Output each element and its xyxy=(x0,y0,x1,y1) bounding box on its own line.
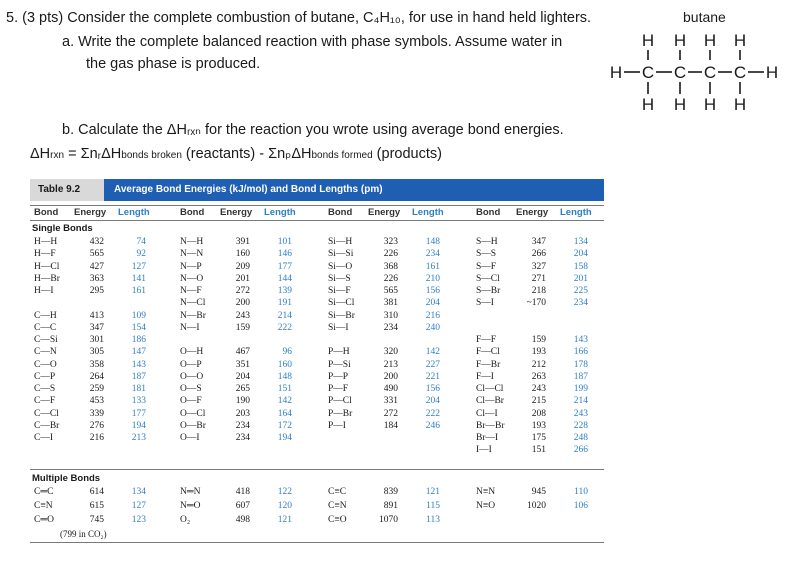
bond-length: 110 xyxy=(574,487,588,497)
bond-length: 177 xyxy=(277,261,292,272)
bond-name: Si—Si xyxy=(328,249,354,260)
bond-length: 122 xyxy=(277,487,292,497)
bond-energy: 200 xyxy=(383,371,398,382)
bond-energy: 498 xyxy=(235,515,250,525)
atom-c-2: C xyxy=(673,63,687,82)
bond-length: 243 xyxy=(573,408,588,419)
bond-energy: 347 xyxy=(531,237,546,247)
bond-length: 161 xyxy=(131,286,146,296)
bond-length: 134 xyxy=(573,237,588,247)
bond-name: P—Br xyxy=(328,408,353,419)
bond-length: 227 xyxy=(425,359,440,370)
bond-energy: 272 xyxy=(383,408,398,419)
bond-energy: 467 xyxy=(235,347,250,358)
bond-length: 113 xyxy=(426,515,440,525)
bond-energy-table xyxy=(30,175,604,545)
bond-energy: 413 xyxy=(89,310,104,321)
bond-length: 204 xyxy=(573,249,588,260)
bond-name: Si—Br xyxy=(328,310,355,321)
bond-energy: 201 xyxy=(235,273,250,284)
bond-energy: 1020 xyxy=(527,501,546,511)
bond-energy: 1070 xyxy=(379,515,398,525)
bond-name: H—H xyxy=(34,237,58,247)
atom-c-3: C xyxy=(703,63,717,82)
bond-length: 177 xyxy=(131,408,146,419)
bond-name: N—H xyxy=(180,237,204,247)
bond-name: N═N xyxy=(180,487,201,497)
bond-name: P—P xyxy=(328,371,349,382)
bond-name: F—F xyxy=(476,335,497,345)
bond-name: Cl—I xyxy=(476,408,498,419)
bond-energy: 151 xyxy=(531,445,546,456)
col-header-length: Length xyxy=(118,207,150,218)
bond-length: 204 xyxy=(425,298,440,309)
bond-length: 148 xyxy=(277,371,292,382)
bond-length: 201 xyxy=(573,273,588,284)
bond-name: S—S xyxy=(476,249,497,260)
table-bottom-rule xyxy=(30,542,604,543)
bond-name: H—F xyxy=(34,249,56,260)
bond-length: 74 xyxy=(136,237,146,247)
col-header-energy: Energy xyxy=(220,207,253,218)
bond-energy: 200 xyxy=(235,298,250,309)
col-header-length: Length xyxy=(560,207,592,218)
bond-length: 148 xyxy=(425,237,440,247)
atom-h-left: H xyxy=(609,63,623,82)
col-header-length: Length xyxy=(264,207,296,218)
bond-length: 166 xyxy=(573,347,588,358)
bond-length: 187 xyxy=(573,371,588,382)
col-header-energy: Energy xyxy=(368,207,401,218)
bond-name: C—C xyxy=(34,322,57,333)
bond-length: 221 xyxy=(425,371,440,382)
bond-length: 156 xyxy=(425,384,440,394)
bond-name: F—Cl xyxy=(476,347,500,358)
bond-energy: 351 xyxy=(235,359,250,370)
bond-energy: 418 xyxy=(235,487,250,497)
bond-energy: 243 xyxy=(531,384,546,394)
bond-length: 141 xyxy=(131,273,146,284)
bond-length: 143 xyxy=(131,359,146,370)
bond-length: 133 xyxy=(131,396,146,407)
bond-energy: 243 xyxy=(235,310,250,321)
bond-energy: 839 xyxy=(383,487,398,497)
formula-sum-formed: (reactants) - ΣnₚΔH xyxy=(181,146,312,162)
bond-name: S—Br xyxy=(476,286,501,296)
bond-energy: 259 xyxy=(89,384,104,394)
bond-length: 164 xyxy=(277,408,292,419)
table-header-bar xyxy=(30,179,604,201)
bond-name: C—I xyxy=(34,433,53,443)
bond-energy: 490 xyxy=(383,384,398,394)
bond-name: C—Si xyxy=(34,335,58,345)
bond-name: N—Cl xyxy=(180,298,206,309)
bond-length: 172 xyxy=(277,420,292,431)
bond-length: 120 xyxy=(277,501,292,511)
bond-name: N—N xyxy=(180,249,204,260)
bond-energy: 331 xyxy=(383,396,398,407)
bond-energy: 193 xyxy=(531,420,546,431)
bond-length: 115 xyxy=(426,501,440,511)
atom-h-bot-4: H xyxy=(733,95,747,114)
bond-name: O—H xyxy=(180,347,204,358)
formula-sub-formed: bonds formed xyxy=(311,150,373,161)
bond-energy: 614 xyxy=(89,487,104,497)
bond-length: 146 xyxy=(277,249,292,260)
bond-energy: 427 xyxy=(89,261,104,272)
bond-energy: 381 xyxy=(383,298,398,309)
bond-length: 127 xyxy=(131,261,146,272)
bond-name: Si—S xyxy=(328,273,351,284)
bond-name: N—P xyxy=(180,261,202,272)
bond-energy: 213 xyxy=(383,359,398,370)
atom-c-1: C xyxy=(641,63,655,82)
bond-energy: 295 xyxy=(89,286,104,296)
bond-energy: 184 xyxy=(383,420,398,431)
table-title: Average Bond Energies (kJ/mol) and Bond Lengths (pm) xyxy=(114,184,383,195)
butane-label: butane xyxy=(683,9,726,25)
bond-name: C—N xyxy=(34,347,57,358)
bond-name: O₂ xyxy=(180,515,191,525)
bond-name: Si—O xyxy=(328,261,353,272)
bond-name: O—O xyxy=(180,371,204,382)
bond-energy: 234 xyxy=(383,322,398,333)
bond-length: 144 xyxy=(277,273,292,284)
bond-energy: 234 xyxy=(235,433,250,443)
bond-energy: 216 xyxy=(89,433,104,443)
bond-energy: 215 xyxy=(531,396,546,407)
bond-energy: 266 xyxy=(531,249,546,260)
bond-energy: 204 xyxy=(235,371,250,382)
bond-length: 160 xyxy=(277,359,292,370)
atom-h-top-2: H xyxy=(673,31,687,50)
bond-length: 266 xyxy=(573,445,588,456)
bond-energy: 565 xyxy=(89,249,104,260)
bond-energy: 175 xyxy=(531,433,546,443)
bond-name: C—P xyxy=(34,371,56,382)
bond-energy: 565 xyxy=(383,286,398,296)
bond-name: C≡N xyxy=(34,501,53,511)
question-part-a-cont: the gas phase is produced. xyxy=(86,56,261,72)
bond-name: C≡O xyxy=(328,515,347,525)
bond-length: 194 xyxy=(131,420,146,431)
bond-length: 109 xyxy=(131,310,146,321)
bond-energy: 323 xyxy=(383,237,398,247)
bond-name: Si—F xyxy=(328,286,351,296)
table-tag: Table 9.2 xyxy=(30,179,104,201)
bond-length: 96 xyxy=(282,347,292,358)
bond-energy: 276 xyxy=(89,420,104,431)
bond-length: 121 xyxy=(277,515,292,525)
bond-length: 158 xyxy=(573,261,588,272)
co2-note: (799 in CO₂) xyxy=(60,529,107,539)
bond-energy: 327 xyxy=(531,261,546,272)
bond-length: 186 xyxy=(131,335,146,345)
bond-name: C═C xyxy=(34,487,54,497)
bond-energy: 203 xyxy=(235,408,250,419)
bond-name: P—H xyxy=(328,347,350,358)
bond-length: 156 xyxy=(425,286,440,296)
bond-energy: 368 xyxy=(383,261,398,272)
bond-name: Cl—Br xyxy=(476,396,504,407)
bond-energy: 263 xyxy=(531,371,546,382)
bond-name: P—Cl xyxy=(328,396,352,407)
bond-energy: ~170 xyxy=(526,298,546,309)
bond-name: Br—I xyxy=(476,433,499,443)
bond-energy: 160 xyxy=(235,249,250,260)
bond-length: 181 xyxy=(131,384,146,394)
bond-energy: 190 xyxy=(235,396,250,407)
bond-energy: 891 xyxy=(383,501,398,511)
bond-length: 222 xyxy=(425,408,440,419)
bond-name: O—F xyxy=(180,396,202,407)
bond-length: 134 xyxy=(131,487,146,497)
section-multiple-bonds: Multiple Bonds xyxy=(32,473,101,484)
col-header-length: Length xyxy=(412,207,444,218)
multiple-bonds-rule xyxy=(30,469,604,470)
bond-length: 147 xyxy=(131,347,146,358)
bond-energy: 363 xyxy=(89,273,104,284)
table-top-rule xyxy=(30,205,604,206)
formula-sum-broken: = ΣnᵣΔH xyxy=(68,146,122,162)
formula-lhs-sub: rxn xyxy=(50,150,65,161)
bond-energy: 193 xyxy=(531,347,546,358)
bond-name: O—S xyxy=(180,384,202,394)
bond-length: 92 xyxy=(136,249,146,260)
bond-length: 139 xyxy=(277,286,292,296)
bond-name: F—I xyxy=(476,371,494,382)
atom-h-bot-2: H xyxy=(673,95,687,114)
col-header-bond: Bond xyxy=(34,207,59,218)
bond-name: H—Br xyxy=(34,273,60,284)
bond-energy: 310 xyxy=(383,310,398,321)
butane-structure xyxy=(608,28,788,118)
bond-name: H—I xyxy=(34,286,54,296)
bond-energy: 209 xyxy=(235,261,250,272)
col-header-bond: Bond xyxy=(328,207,353,218)
bond-energy: 264 xyxy=(89,371,104,382)
bond-length: 142 xyxy=(277,396,292,407)
atom-c-4: C xyxy=(733,63,747,82)
bond-name: O—Br xyxy=(180,420,206,431)
bond-length: 246 xyxy=(425,420,440,431)
question-line-1: 5. (3 pts) Consider the complete combustion of butane, C₄H₁₀, for use in hand held lighters. xyxy=(6,10,592,26)
bond-length: 213 xyxy=(131,433,146,443)
bond-name: O—P xyxy=(180,359,202,370)
bond-energy: 159 xyxy=(235,322,250,333)
atom-h-top-4: H xyxy=(733,31,747,50)
bond-name: C≡C xyxy=(328,487,347,497)
bond-name: C—O xyxy=(34,359,57,370)
bond-length: 101 xyxy=(277,237,292,247)
atom-h-top-3: H xyxy=(703,31,717,50)
bond-energy: 945 xyxy=(531,487,546,497)
bond-energy: 347 xyxy=(89,322,104,333)
question-part-b: b. Calculate the ΔHᵣₓₙ for the reaction you wrote using average bond energies. xyxy=(62,122,564,138)
bond-name: O—I xyxy=(180,433,200,443)
bond-name: N≡O xyxy=(476,501,496,511)
bond-length: 204 xyxy=(425,396,440,407)
bond-name: O—Cl xyxy=(180,408,206,419)
bond-energy: 745 xyxy=(89,515,104,525)
bond-length: 121 xyxy=(425,487,440,497)
bond-energy: 301 xyxy=(89,335,104,345)
bond-length: 199 xyxy=(573,384,588,394)
bond-energy: 339 xyxy=(89,408,104,419)
bond-length: 228 xyxy=(573,420,588,431)
bond-name: N—I xyxy=(180,322,200,333)
bond-name: C—F xyxy=(34,396,56,407)
bond-length: 216 xyxy=(425,310,440,321)
bond-energy: 320 xyxy=(383,347,398,358)
col-header-energy: Energy xyxy=(516,207,549,218)
bond-length: 106 xyxy=(573,501,588,511)
bond-energy: 226 xyxy=(383,249,398,260)
col-header-bond: Bond xyxy=(180,207,205,218)
atom-h-top-1: H xyxy=(641,31,655,50)
bond-name: Si—Cl xyxy=(328,298,355,309)
formula-lhs: ΔH xyxy=(30,146,51,162)
bond-name: Si—H xyxy=(328,237,353,247)
bond-name: C—Cl xyxy=(34,408,59,419)
bond-energy: 272 xyxy=(235,286,250,296)
bond-name: H—Cl xyxy=(34,261,60,272)
question-part-a: a. Write the complete balanced reaction with phase symbols. Assume water in xyxy=(62,34,563,50)
bond-energy: 218 xyxy=(531,286,546,296)
bond-length: 178 xyxy=(573,359,588,370)
bond-energy: 453 xyxy=(89,396,104,407)
bond-name: C—S xyxy=(34,384,56,394)
atom-h-bot-1: H xyxy=(641,95,655,114)
bond-length: 248 xyxy=(573,433,588,443)
bond-name: P—I xyxy=(328,420,346,431)
bond-name: S—Cl xyxy=(476,273,500,284)
bond-name: S—H xyxy=(476,237,498,247)
bond-name: P—Si xyxy=(328,359,351,370)
bond-energy: 391 xyxy=(235,237,250,247)
bond-name: C—Br xyxy=(34,420,60,431)
bond-energy: 358 xyxy=(89,359,104,370)
bond-length: 191 xyxy=(277,298,292,309)
bond-name: N—Br xyxy=(180,310,206,321)
bond-length: 154 xyxy=(131,322,146,333)
bond-name: N═O xyxy=(180,501,201,511)
bond-length: 240 xyxy=(425,322,440,333)
bond-name: S—F xyxy=(476,261,497,272)
bond-length: 142 xyxy=(425,347,440,358)
bond-name: Br—Br xyxy=(476,420,505,431)
col-header-energy: Energy xyxy=(74,207,107,218)
bond-energy: 208 xyxy=(531,408,546,419)
bond-energy: 234 xyxy=(235,420,250,431)
bond-energy: 271 xyxy=(531,273,546,284)
bond-energy: 159 xyxy=(531,335,546,345)
bond-name: C═O xyxy=(34,515,54,525)
bond-length: 214 xyxy=(277,310,292,321)
bond-energy: 432 xyxy=(89,237,104,247)
bond-name: N≡N xyxy=(476,487,496,497)
col-header-bond: Bond xyxy=(476,207,501,218)
bond-name: I—I xyxy=(476,445,492,456)
bond-length: 127 xyxy=(131,501,146,511)
bond-energy: 607 xyxy=(235,501,250,511)
bond-name: N—O xyxy=(180,273,204,284)
bond-energy: 226 xyxy=(383,273,398,284)
table-header-rule xyxy=(30,220,604,221)
formula-end: (products) xyxy=(372,146,442,162)
bond-length: 151 xyxy=(277,384,292,394)
bond-name: Cl—Cl xyxy=(476,384,504,394)
bond-length: 222 xyxy=(277,322,292,333)
bond-name: C≡N xyxy=(328,501,347,511)
formula-sub-broken: bonds broken xyxy=(121,150,182,161)
bond-length: 123 xyxy=(131,515,146,525)
enthalpy-formula xyxy=(30,146,442,162)
bond-energy: 265 xyxy=(235,384,250,394)
atom-h-bot-3: H xyxy=(703,95,717,114)
bond-length: 225 xyxy=(573,286,588,296)
section-single-bonds: Single Bonds xyxy=(32,223,93,234)
bond-name: Si—I xyxy=(328,322,349,333)
bond-energy: 305 xyxy=(89,347,104,358)
bond-length: 187 xyxy=(131,371,146,382)
bond-name: N—F xyxy=(180,286,202,296)
bond-length: 210 xyxy=(425,273,440,284)
atom-h-right: H xyxy=(765,63,779,82)
bond-length: 214 xyxy=(573,396,588,407)
bond-length: 234 xyxy=(573,298,588,309)
bond-name: F—Br xyxy=(476,359,501,370)
bond-name: S—I xyxy=(476,298,494,309)
bond-length: 234 xyxy=(425,249,440,260)
bond-energy: 212 xyxy=(531,359,546,370)
bond-length: 143 xyxy=(573,335,588,345)
bond-length: 194 xyxy=(277,433,292,443)
bond-length: 161 xyxy=(425,261,440,272)
bond-name: P—F xyxy=(328,384,349,394)
bond-name: C—H xyxy=(34,310,57,321)
bond-energy: 615 xyxy=(89,501,104,511)
